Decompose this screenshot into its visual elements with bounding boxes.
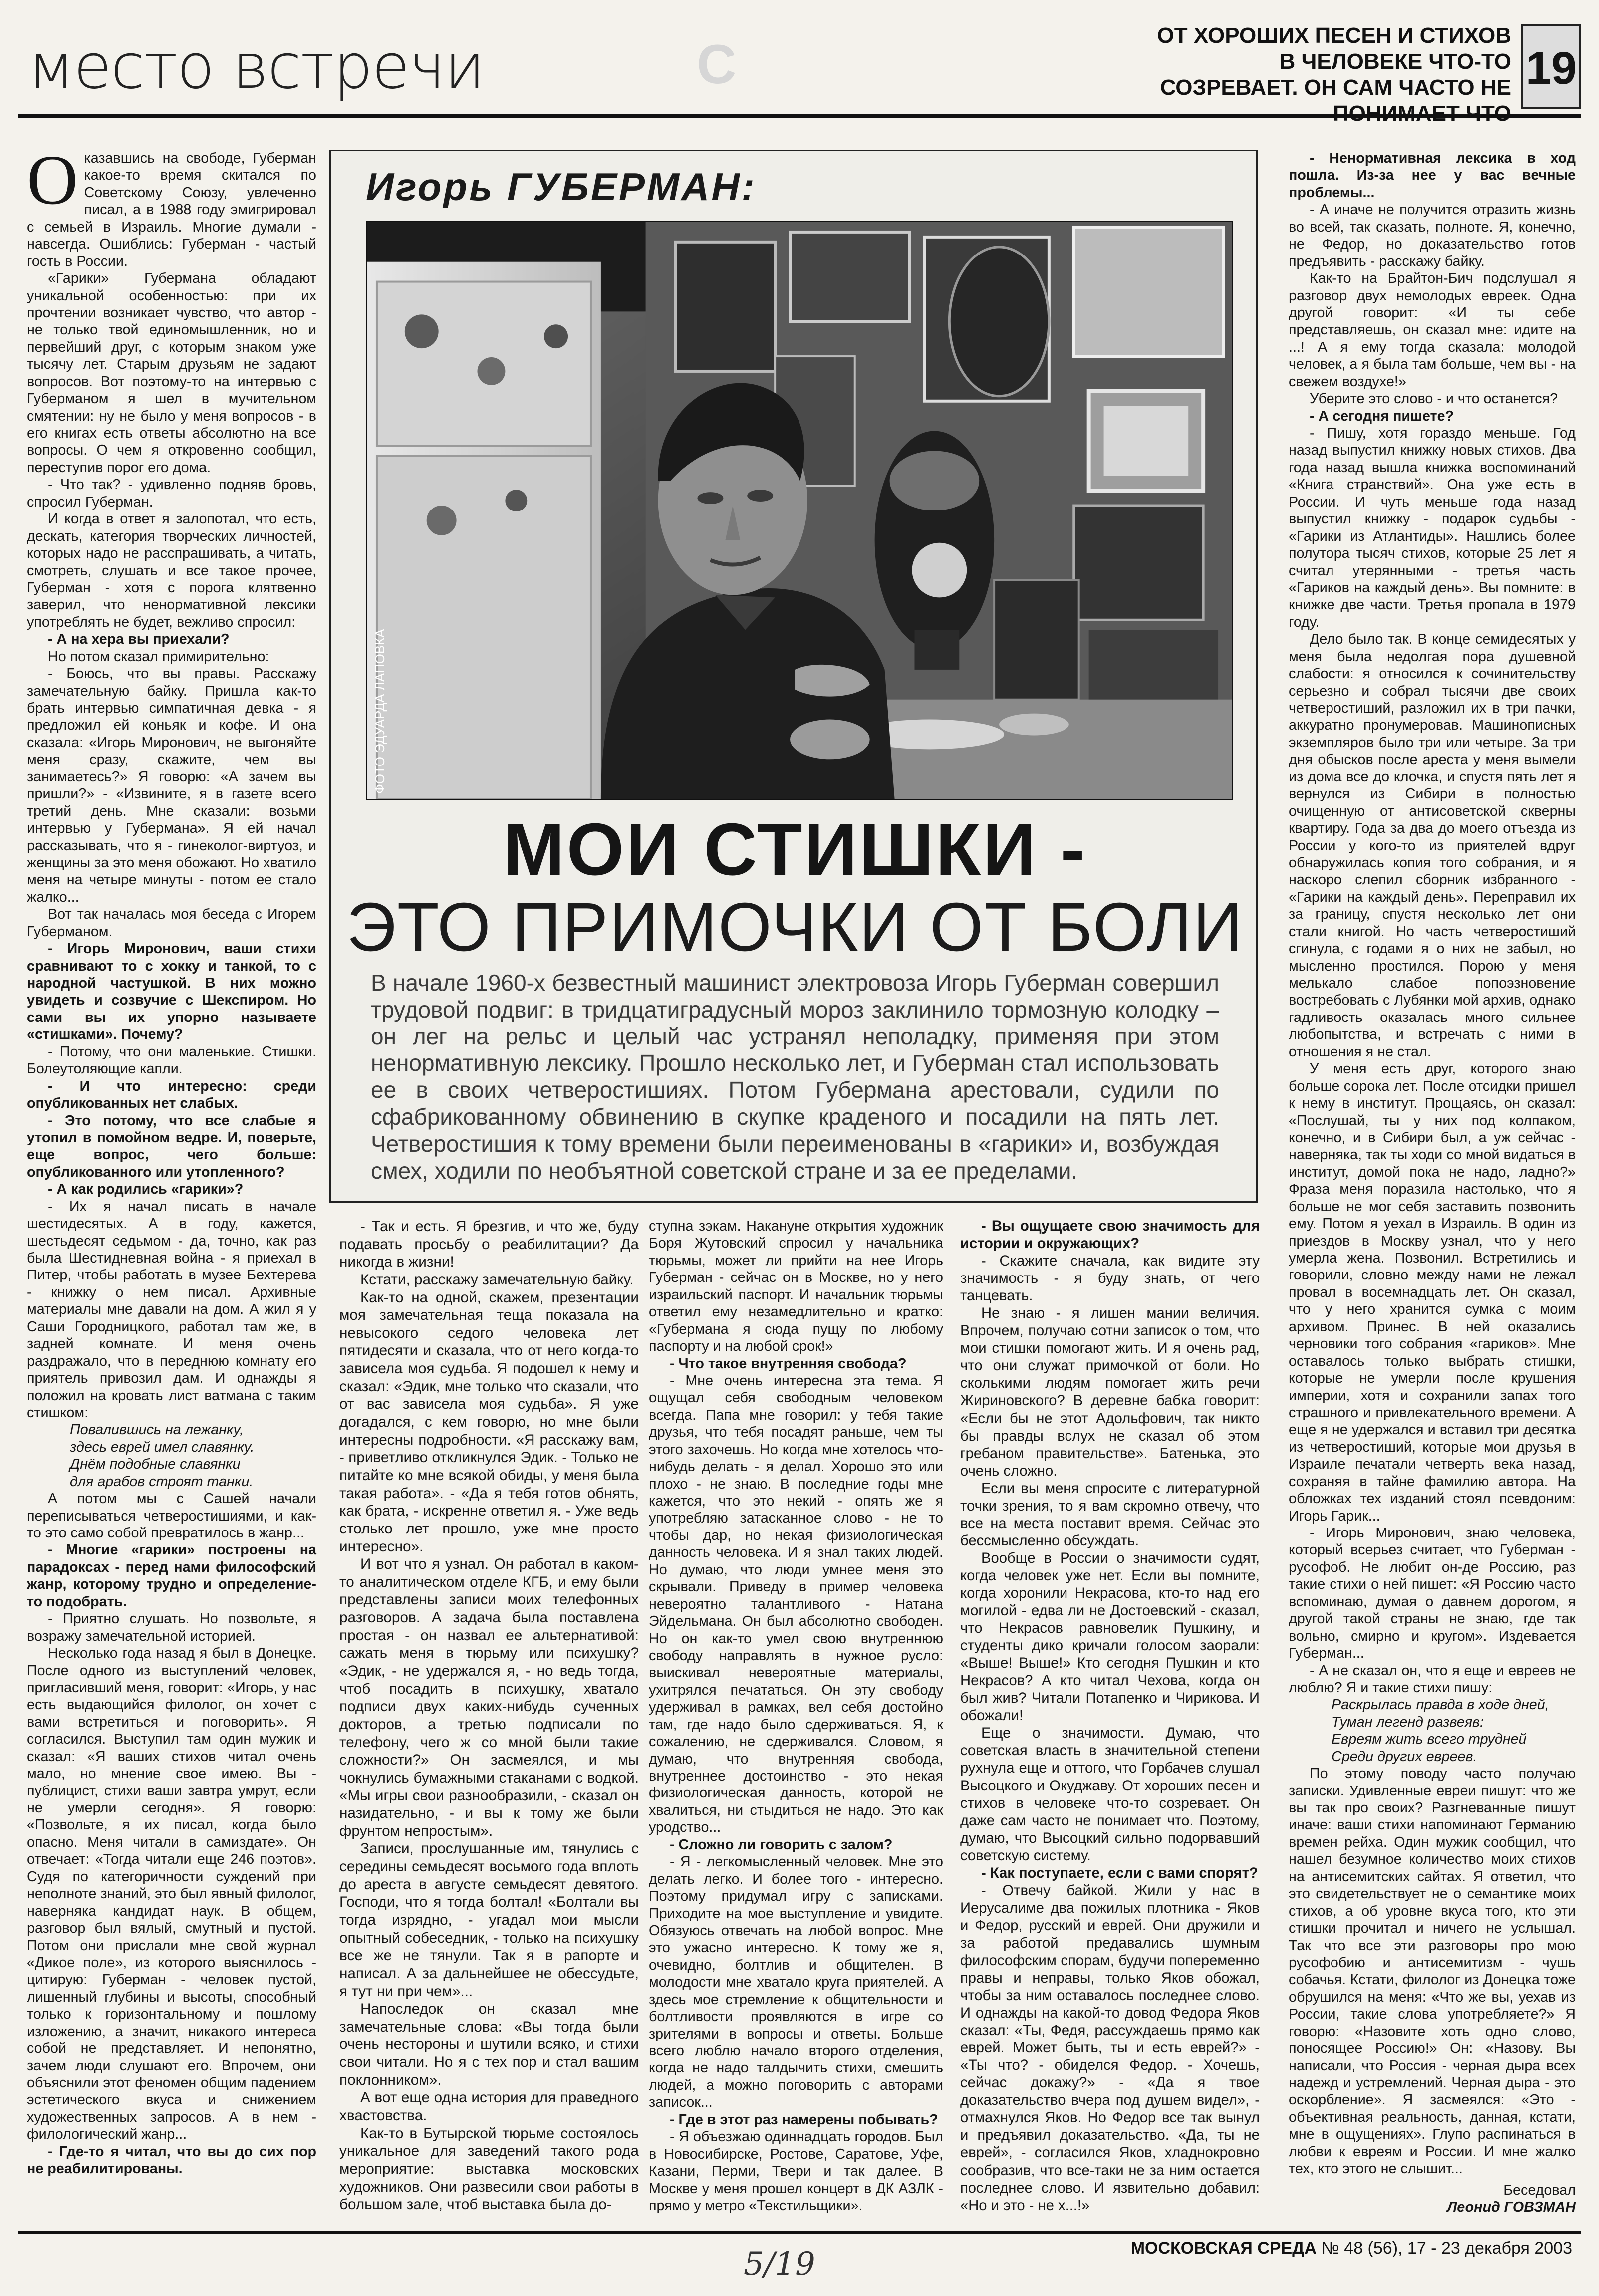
- body-paragraph: - Скажите сначала, как видите эту значимость - я буду знать, от чего танцевать.: [960, 1253, 1260, 1304]
- body-paragraph: Если вы меня спросите с литературной точки зрения, то я вам скромно отвечу, что все на места поставит время. Сейчас это бессмысленно обсуждать.: [960, 1480, 1260, 1549]
- body-paragraph: - Игорь Миронович, знаю человека, который всерьез считает, что Губерман - русофоб. Не любит он-де Россию, раз такие стихи о ней пишет: «Я Россию часто вспоминаю, думая о давнем дорогом, я другой такой страны не знаю, где так вольно, смирно и кругом». Издевается Губерман...: [1289, 1525, 1576, 1662]
- body-paragraph: - Их я начал писать в начале шестидесятых. А в году, кажется, шестьдесят седьмом - да, точно, как раз была Шестидневная война - я приехал в Питер, чтобы работать в музее Бехтерева - книжку о нем писал. Архивные материалы мне давали на дом. А жил я у Саши Городницкого, работал там же, в задней комнате. И меня очень раздражало, что в переднюю комнату его приятель привозил дам. И однажды я положил на кровать лист ватмана с таким стишком:: [27, 1198, 316, 1421]
- photo-credit-text: ФОТО ЭДУАРДА ЛАПОВКА: [372, 629, 387, 794]
- body-paragraph: - Мне очень интересна эта тема. Я ощущал себя свободным человеком всегда. Папа мне говорил: у тебя такие друзья, что тебя посадят раньше, чем ты этого захочешь. Но когда мне хотелось что-нибудь делать - я делал. Хорошо это или плохо - не знаю. В последние годы мне кажется, что это некий - опять же я употребляю затасканное слово - не то чтобы дар, но некая физиологическая данность человека. И я знал таких людей. Но думаю, что люди умнее меня это скрывали. Приведу в пример человека невероятно талантливого - Натана Эйдельмана. Он был абсолютно свободен. Но он как-то умел свою внутреннюю свободу направлять в нужное русло: выискивал невероятные материалы, ухитрялся печататься. Он эту свободу удерживал в рамках, вел себя достойно там, где надо было сдерживаться. Я, к сожалению, не сдерживался. Словом, я думаю, что внутренняя свобода, внутреннее достоинство - это некая физиологическая данность, которой не хвалиться, ни стыдиться не надо. Это как уродство...: [649, 1372, 943, 1836]
- body-paragraph: Но потом сказал примирительно:: [48, 648, 269, 665]
- interview-question: - Ненормативная лексика в ход пошла. Из-за нее у вас вечные проблемы...: [1289, 150, 1576, 201]
- body-paragraph: Не знаю - я лишен мании величия. Впрочем, получаю сотни записок о том, что мои стишки помогают жить. И я очень рад, что они служат примочкой от боли. Но сколькими людям помогает жить речи Жириновского? В деревне бабка говорит: «Если бы не этот Адольфович, так никто бы правды вслух не сказал об этом гребаном правительстве». Батенька, это очень сложно.: [960, 1305, 1260, 1479]
- column-a: [339, 1218, 639, 2214]
- body-paragraph: - Что так? - удивленно подняв бровь, спросил Губерман.: [27, 477, 316, 510]
- poem-line: Повалившись на лежанку,: [70, 1422, 244, 1438]
- body-paragraph: Дело было так. В конце семидесятых у меня была недолгая пора душевной слабости: я относился к сочинительству серьезно и собрал тысячи две своих четверостиший, разложил их в три пачки, аккуратно пронумеровав. Машинописных экземпляров было три или четыре. За три дня обысков после ареста у меня вымели из дома все до клочка, и спустя пять лет я вернулся из Сибири в полностью очищенную от антисоветской скверны квартиру. Года за два до моего отъезда из России у кого-то из приятелей вдруг обнаружилась копия того собрания, и я наскоро слепил сборник избранного - «Гарики на каждый день». Переправил их за границу, спустя несколько лет они стали книгой. Но часть четверостиший сгинула, с годами я о них не забыл, но мысленно простился. Порою у меня мелькало слабое попоэзновение востребовать с Лубянки мой архив, однако гадливость оказалась много сильнее любопытства, и встречать с ними в отношения я не стал.: [1289, 631, 1576, 1060]
- poem-line: Раскрылась правда в ходе дней,: [1332, 1697, 1549, 1713]
- body-paragraph: А потом мы с Сашей начали переписываться четверостишиями, и как-то это само собой превратилось в жанр...: [27, 1491, 316, 1541]
- interview-question: - Сложно ли говорить с залом?: [670, 1836, 893, 1853]
- body-paragraph: - Пишу, хотя гораздо меньше. Год назад выпустил книжку новых стихов. Два года назад вышла книжка воспоминаний «Книга странствий». Она уже есть в России. И чуть меньше года назад выпустил книжку - подарок судьбы - «Гарики из Атлантиды». Нашлись более полутора тысяч стихов, которые 25 лет я считал утерянными - третья часть «Гариков на каждый день». Вы помните: в книжке две части. Третья пропала в 1979 году.: [1289, 425, 1576, 630]
- footer-rule: [18, 2231, 1581, 2234]
- interview-photo: [366, 221, 1233, 800]
- headline-line-1: МОИ СТИШКИ -: [503, 808, 1087, 891]
- interview-question: - Как поступаете, если с вами спорят?: [981, 1865, 1258, 1881]
- body-paragraph: [27, 140, 316, 270]
- body-paragraph: Вот так началась моя беседа с Игорем Губерманом.: [27, 906, 316, 940]
- interview-question: - Где в этот раз намерены побывать?: [670, 2111, 938, 2128]
- interview-question: - А на хера вы приехали?: [48, 631, 230, 648]
- body-paragraph: - А иначе не получится отразить жизнь во всей, так сказать, полноте. Я, конечно, не Федор, но доказательство готов предъявить - расскажу байку.: [1289, 202, 1576, 269]
- interview-question: - И что интересно: среди опубликованных нет слабых.: [27, 1078, 316, 1112]
- body-paragraph: - Я - легкомысленный человек. Мне это делать легко. И более того - интересно. Поэтому придумал игру с записками. Приходите на мое выступление и увидите. Обязуюсь отвечать на любой вопрос. Мне это ужасно интересно. К тому же я, очевидно, болтлив и общителен. В молодости мне хватало круга приятелей. А здесь мое стремление к общительности и болтливости проявляются в игре со зрителями в вопросы и ответы. Больше всего люблю начало второго отделения, когда не надо талдычить стихи, смешить людей, а можно поговорить с авторами записок...: [649, 1854, 943, 2111]
- body-paragraph: - Потому, что они маленькие. Стишки. Болеутоляющие капли.: [27, 1043, 316, 1077]
- interview-question: - Многие «гарики» построены на парадоксах - перед нами философский жанр, которому трудно и определение-то подобрать.: [27, 1542, 316, 1610]
- body-paragraph: Еще о значимости. Думаю, что советская власть в значительной степени рухнула еще и оттого, что Горбачев слушал Высоцкого и Окуджаву. От хороших песен и стихов в человеке что-то созревает. Он даже сам часто не понимает что. Поэтому, думаю, что Высоцкий сильно подорвавший советскую систему.: [960, 1725, 1260, 1864]
- bleed-through-letter: С: [697, 34, 737, 95]
- body-paragraph: У меня есть друг, которого знаю больше сорока лет. После отсидки пришел к нему в институт. Прощаясь, он сказал: «Послушай, ты у них под колпаком, конечно, и в Сибири был, а уж сейчас - наверняка, так ты ходи со мной видаться в институт, домой пока не надо, ладно?» Фраза меня поразила настолько, что я больше не мог себя заставить позвонить ему. Потом я уехал в Израиль. В один из приездов в Москву узнал, что у него умерла жена. Позвонил. Встретились и говорили, словно между нами не лежал провал в восемнадцать лет. Он сказал, что у него хранится сумка с моим архивом. Принес. В ней оказались черновики того собрания «гариков». Мне оставалось только выбрать стишки, которые не умерли после крушения империи, хотя и сохранили запах того страшного и привлекательного времени. А еще я не удержался и вставил три десятка из четверостиший, которые мои друзья в Израиле печатали четверть века назад, сохраняя в тайне фамилию автора. На обложках тех изданий стоял псевдоним: Игорь Гарик...: [1289, 1061, 1576, 1524]
- body-paragraph: Как-то на Брайтон-Бич подслушал я разговор двух немолодых евреек. Одна другой говорит: «И ты себе представляешь, он сказал мне: идите на ...! А я ему тогда сказала: молодой человек, а я была там больше, чем вы - на свежем воздухе!»: [1289, 270, 1576, 390]
- body-paragraph: - Так и есть. Я брезгив, и что же, буду подавать просьбу о реабилитации? Да никогда в жизни!: [339, 1218, 639, 1271]
- interview-question: - А сегодня пишете?: [1310, 408, 1454, 424]
- poem-line: Днём подобные славянки: [70, 1456, 241, 1473]
- headline-line-2: ЭТО ПРИМОЧКИ ОТ БОЛИ: [346, 889, 1244, 966]
- interview-question: - Игорь Миронович, ваши стихи сравнивают то с хокку и танкой, то с народной частушкой. В них можно увидеть и созвучие с Шекспиром. Но сами вы их упорно называете «стишками». Почему?: [27, 941, 316, 1043]
- body-paragraph: И вот что я узнал. Он работал в каком-то аналитическом отделе КГБ, и ему были представлены записи моих телефонных разговоров. А задача была поставлена простая - он назвал ее альтернативой: сажать меня в тюрьму или психушку? «Эдик, - не удержался я, - но ведь тогда, чтоб посадить в психушку, хватало подписи двух каких-нибудь сученных докторов, а третью подписали по телефону, чего ж со мной были такие сложности?» Он засмеялся, и мы чокнулись бумажными стаканами с водкой. «Мы игры свои разнообразили, - сказал он назидательно, - и вы к тому же были фрунтом непростым».: [339, 1556, 639, 1839]
- photo-credit: [371, 594, 391, 794]
- body-paragraph: Кстати, расскажу замечательную байку.: [360, 1271, 634, 1288]
- body-paragraph: Как-то в Бутырской тюрьме состоялось уникальное для заведений такого рода мероприятие: выставка московских художников. Они развесили свои работы в большом зале, чтоб выставка была до-: [339, 2125, 639, 2213]
- poem-line: для арабов строят танки.: [70, 1473, 254, 1490]
- header-pull-quote: ОТ ХОРОШИХ ПЕСЕН И СТИХОВ В ЧЕЛОВЕКЕ ЧТО-ТО СОЗРЕВАЕТ. ОН САМ ЧАСТО НЕ: [1157, 23, 1511, 100]
- section-rubric: место встречи: [28, 31, 485, 103]
- body-paragraph: ступна зэкам. Накануне открытия художник Боря Жутовский спросил у начальника тюрьмы, может ли прийти на нее Игорь Губерман - сейчас он в Москве, но у него израильский паспорт. И начальник тюрьмы ответил ему незамедлительно и кратко: «Губермана я сюда пущу по любому паспорту и на любой срок!»: [649, 1218, 943, 1355]
- intro-text: казавшись на свободе, Губерман какое-то время скитался по Советскому Союзу, увлеченно писал, а в 1988 году эмигрировал с семьей в Израиль. Многие думали - навсегда. Ошиблись: Губерман - частый гость в России.: [27, 150, 316, 269]
- drop-cap: О: [27, 140, 78, 219]
- page-number: 19: [1521, 24, 1581, 109]
- header-rule: [18, 114, 1581, 118]
- body-paragraph: «Гарики» Губермана обладают уникальной особенностью: при их прочтении возникает чувство, что автор - не только твой единомышленник, но и первейший друг, с которым знаком уже тысячу лет. Старым друзьям не задают вопросов. Вот поэтому-то на интервью с Губерманом я шел в мучительном смятении: ну не было у меня вопросов - в его книгах есть ответы абсолютно на все вопросы. О чем я откровенно сообщил, переступив порог его дома.: [27, 270, 316, 476]
- lead-paragraph: В начале 1960-х безвестный машинист электровоза Игорь Губерман совершил трудовой подвиг: в тридцатиградусный мороз заклинило тормозную колодку – он лег на рельс и целый час устранял неполадку, применяя при этом ненормативную лексику. Прошло несколько лет, и Губерман стал использовать ее в своих четверостишиях. Потом Губермана арестовали, судили по сфабрикованному обвинению в скупке краденого и посадили на пять лет. Четверостишия к тому времени были переименованы в «гарики» и, возбуждая смех, ходили по необъятной советской стране и за ее пределами.: [371, 970, 1219, 1184]
- body-paragraph: Напоследок он сказал мне замечательные слова: «Вы тогда были очень нестороны и шутили всяко, и стихи свои читали. Но я с тех пор и стал вашим поклонником».: [339, 2001, 639, 2088]
- poem-line: Евреям жить всего трудней: [1332, 1731, 1527, 1748]
- issue-info: № 48 (56), 17 - 23 декабря 2003: [1321, 2239, 1572, 2258]
- interview-question: - Что такое внутренняя свобода?: [670, 1355, 907, 1372]
- footer-masthead: [1131, 2239, 1572, 2258]
- body-paragraph: - Я объезжаю одиннадцать городов. Был в Новосибирске, Ростове, Саратове, Уфе, Казани, Перми, Твери и так далее. В Москве у меня прошел концерт в ДК АЗЛК - прямо у метро «Текстильщики».: [649, 2129, 943, 2214]
- handwritten-mark: 5/19: [744, 2246, 815, 2283]
- page-header: [18, 18, 1581, 118]
- column-b: [649, 1218, 943, 2214]
- body-paragraph: По этому поводу часто получаю записки. Удивленные евреи пишут: что же вы так про своих? Разгневанные пишут иначе: ваши стихи напоминают Германию времен рейха. Один мужик сообщил, что нашел безумное количество моих стихов на антисемитских сайтах. Я ответил, что это свидетельствует не о семантике моих стихов, а об уровне вкуса того, кто эти стишки прочитал и ничего не услышал. Так что все эти разговоры про мою русофобию и антисемитизм - чушь собачья. Кстати, филолог из Донецка тоже обрушился на меня: «Что же вы, уехав из России, такие слова употребляете?» Я говорю: «Назовите хоть одно слово, поносящее Россию!» Он: «Назову. Вы написали, что Россия - черная дыра всех надежд и устремлений. Черная дыра - это оскорбление». Я засмеялся: «Это - объективная реальность, данная, кстати, мне в ощущениях». Глупо распинаться в любви к евреям и России. И мне жалко тех, кто этого не слышит...: [1289, 1766, 1576, 2177]
- poem-line: здесь еврей имел славянку.: [70, 1439, 255, 1455]
- interview-question: - Это потому, что все слабые я утопил в помойном ведре. И, поверьте, еще вопрос, чего больше: опубликованного или утопленного?: [27, 1112, 316, 1180]
- poem-line: Среди других евреев.: [1332, 1748, 1477, 1765]
- body-paragraph: Уберите это слово - и что останется?: [1310, 391, 1558, 407]
- poem-line: Туман легенд развеяв:: [1332, 1714, 1484, 1730]
- body-paragraph: И когда в ответ я залопотал, что есть, дескать, категория творческих личностей, которых надо не расспрашивать, а читать, смотреть, слушать и все такое прочее, Губерман - хотя с порога клятвенно заверил, что ненормативной лексики употреблять не будет, вежливо спросил:: [27, 511, 316, 630]
- headline: [331, 810, 1259, 965]
- interview-question: - Вы ощущаете свою значимость для истории и окружающих?: [960, 1218, 1260, 1252]
- signature-label: Беседовал: [1503, 2182, 1576, 2198]
- left-column: [27, 140, 316, 2178]
- body-paragraph: Вообще в России о значимости судят, когда человек уже нет. Если вы помните, когда хоронили Некрасова, кто-то над его могилой - едва ли не Достоевский - сказал, что Некрасов равновелик Пушкину, и студенты дико кричали голосом заорали: «Выше! Выше!» Кто сегодня Пушкин и кто Некрасов? А кто читал Чехова, когда он был жив? Читали Потапенко и Чирикова. И обожали!: [960, 1550, 1260, 1724]
- interview-question: - Где-то я читал, что вы до сих пор не реабилитированы.: [27, 2143, 316, 2177]
- feature-box: [329, 150, 1258, 1203]
- body-paragraph: - Приятно слушать. Но позвольте, я возражу замечательной историей.: [27, 1611, 316, 1644]
- column-c: [960, 1218, 1260, 2215]
- body-paragraph: А вот еще одна история для праведного хвастовства.: [339, 2089, 639, 2124]
- body-paragraph: - А не сказал он, что я еще и евреев не люблю? Я и такие стихи пишу:: [1289, 1662, 1576, 1696]
- body-paragraph: - Отвечу байкой. Жили у нас в Иерусалиме два пожилых плотника - Яков и Федор, русский и еврей. Они дружили и за работой предавались шумным философским спорам, будучи попеременно правы и неправы, только Яков обожал, чтобы за ним оставалось последнее слово. И однажды на какой-то довод Федора Яков сказал: «Ты, Федя, рассуждаешь прямо как еврей. Может быть, ты и есть еврей?» - «Ты что? - обиделся Федор. - Хочешь, сейчас докажу?» - «Да я твое доказательство вчера под душем видел», - отмахнулся Яков. Но Федор все так вынул и предъявил доказательство. «Да, ты не еврей», - согласился Яков, хладнокровно сообразив, что все-таки не за ним остается последнее слово. И язвительно добавил: «Но и это - не х...!»: [960, 1882, 1260, 2214]
- signature-name: Леонид ГОВЗМАН: [1447, 2199, 1576, 2216]
- feature-author: Игорь ГУБЕРМАН:: [366, 165, 757, 209]
- photo-illustration: [367, 222, 1232, 799]
- newspaper-name: МОСКОВСКАЯ СРЕДА: [1130, 2239, 1317, 2258]
- right-column: [1289, 150, 1576, 2216]
- body-paragraph: - Боюсь, что вы правы. Расскажу замечательную байку. Пришла как-то брать интервью симпатичная девка - я предложил ей коньяк и кофе. И она сказала: «Игорь Миронович, не выгоняйте меня сразу, скажите, чем вы занимаетесь?» Я говорю: «А зачем вы пришли?» - «Извините, я в газете всего третий день. Мне сказали: возьми интервью у Губермана». Я ей начал рассказывать, что я - гинеколог-виртуоз, и женщины за это меня обожают. Но хватило меня на четыре минуты - потом ее стало жалко...: [27, 666, 316, 905]
- body-paragraph: Записи, прослушанные им, тянулись с середины семьдесят восьмого года вплоть до ареста в августе семьдесят девятого. Господи, что я тогда болтал! «Болтали вы тогда изрядно, - угадал мои мысли опытный собеседник, - только на психушку все же не тянули. Так я в рапорте и написал. А за дальнейшее не обессудьте, я тут ни при чем»...: [339, 1840, 639, 2000]
- body-paragraph: Несколько года назад я был в Донецке. После одного из выступлений человек, пригласивший меня, говорит: «Игорь, у нас есть выдающийся филолог, он хочет с вами встретиться и поговорить». Я согласился. Выступил там один мужик и сказал: «Я ваших стихов читал очень мало, но мнение свое имею. Вы - публицист, стихи ваши завтра умрут, если не умерли сегодня». Я говорю: «Позвольте, я их писал, когда было опасно. Меня читали в самиздате». Он отвечает: «Тогда читали еще 246 поэтов». Судя по категоричности суждений при неполноте знаний, это был явный филолог, наверняка кандидат наук. В общем, разговор был вялый, смутный и пустой. Потом они прислали мне свой журнал «Дикое поле», из которого выяснилось - цитирую: Губерман - человек пустой, лишенный глубины и высоты, способный только к горизонтальному и пошлому изложению, а значит, никакого интереса собой не представляет. И непонятно, зачем люди слушают его. Впрочем, они объяснили этот феномен общим падением эстетического вкуса и снижением художественных запросов. А в нем - филологический жанр...: [27, 1645, 316, 2143]
- body-paragraph: Как-то на одной, скажем, презентации моя замечательная теща показала на невысокого седого человека лет пятидесяти и сказала, что от него когда-то зависела моя судьба. Я подошел к нему и сказал: «Эдик, мне только что сказали, что от вас зависела моя судьба». Я уже догадался, с кем говорю, но мне были интересны подробности. «Я расскажу вам, - приветливо откликнулся Эдик. - Только не питайте ко мне всякой обиды, у меня была такая работа». - «Да я тебя готов обнять, как брата, - искренне ответил я. - Уже ведь столько лет прошло, уже мне просто интересно».: [339, 1289, 639, 1555]
- interview-question: - А как родились «гарики»?: [48, 1181, 244, 1198]
